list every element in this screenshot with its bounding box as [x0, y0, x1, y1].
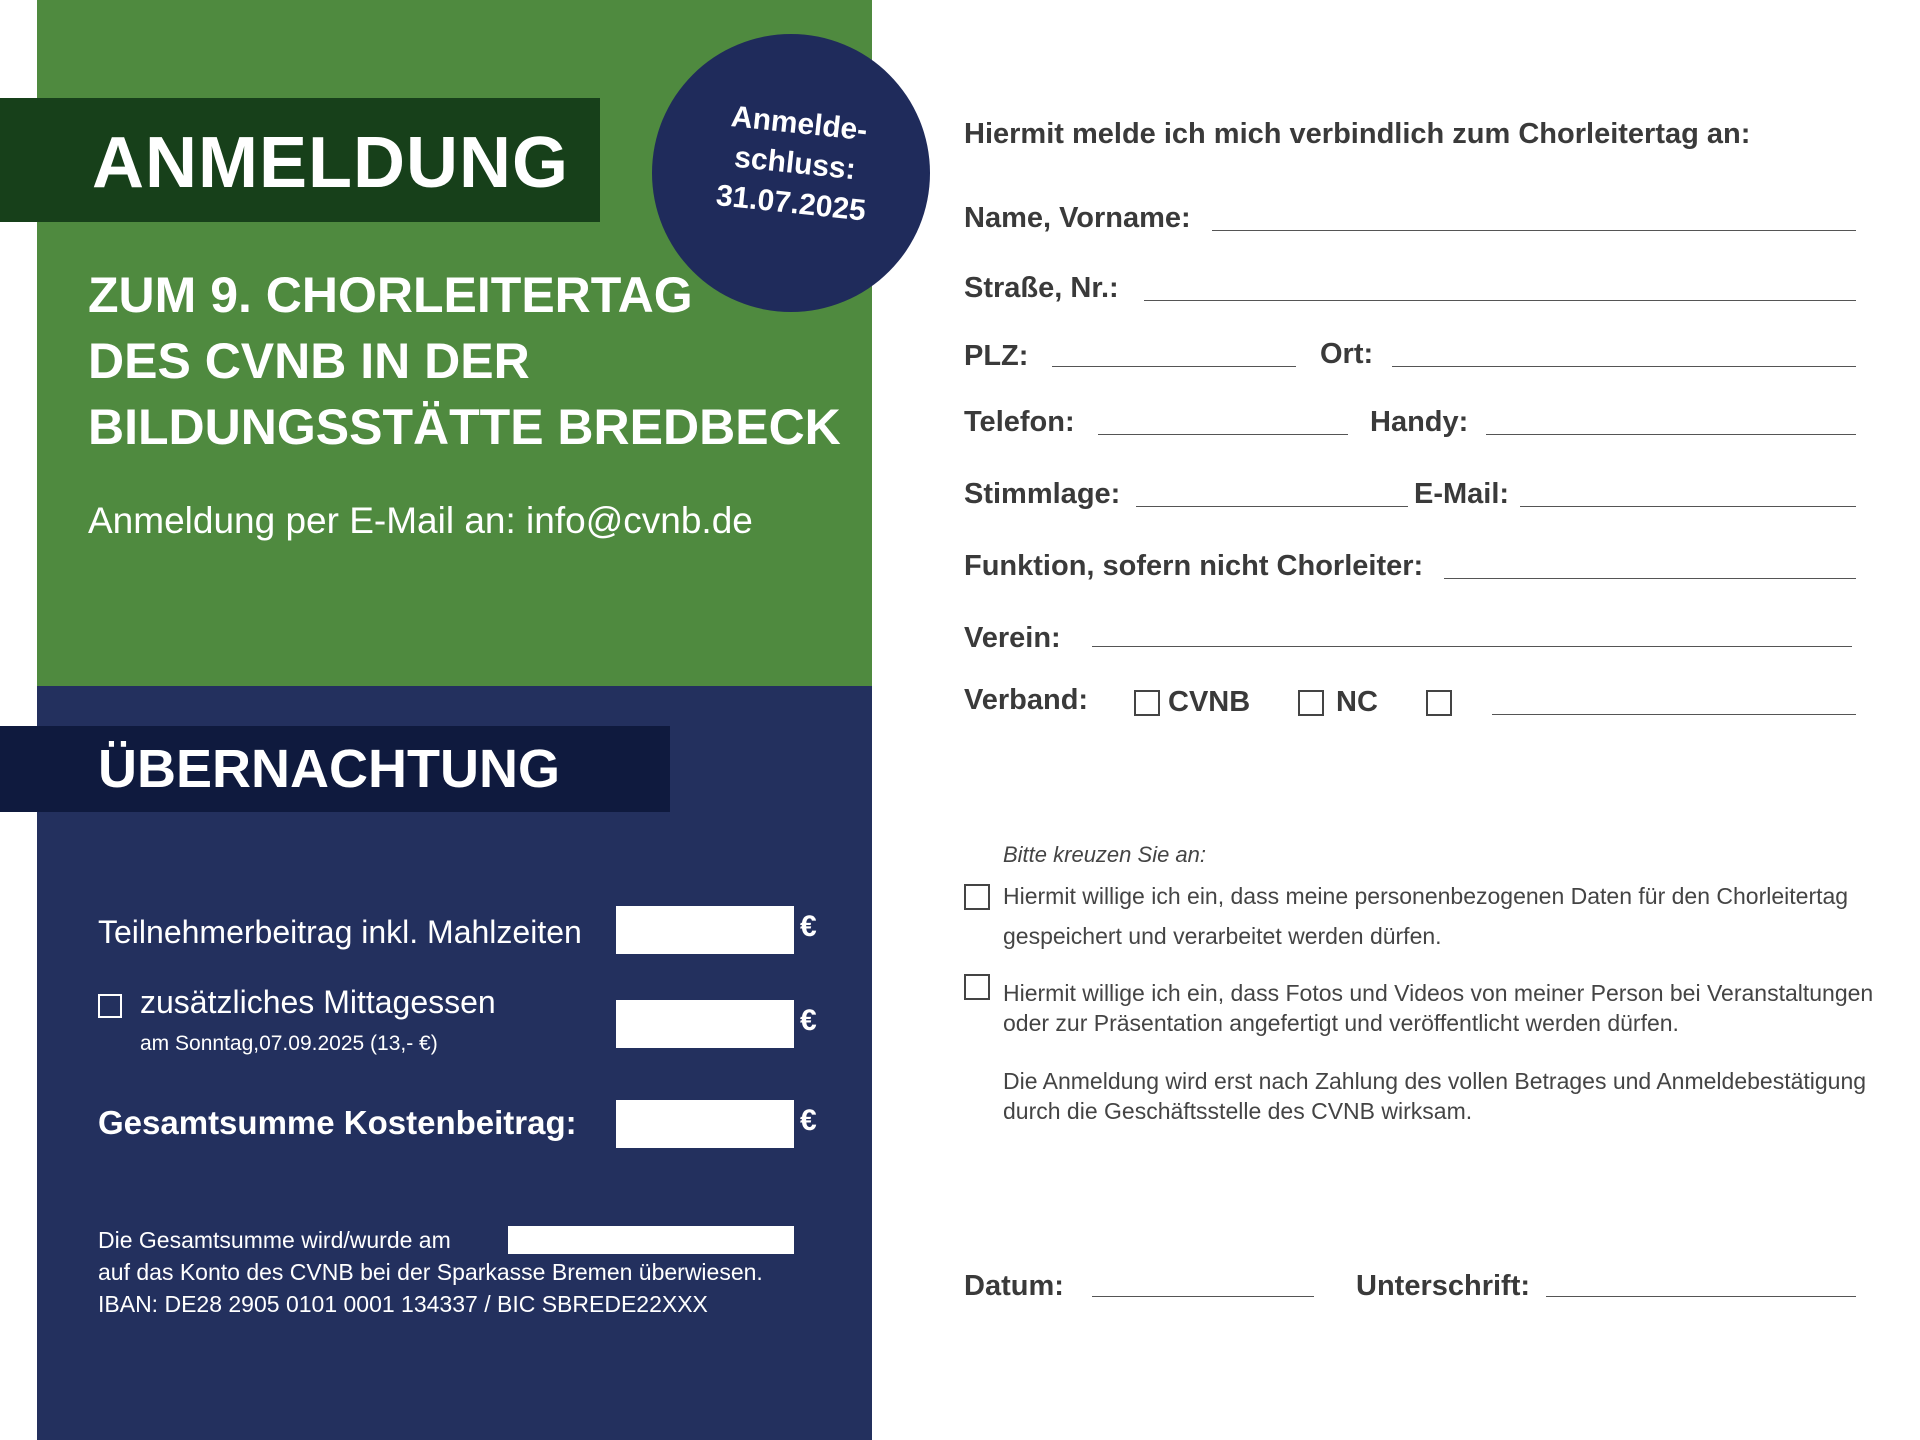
consent-photo-line2: oder zur Präsentation angefertigt und veröffentlicht werden dürfen.: [1003, 1010, 1679, 1036]
currency-symbol: €: [800, 1004, 817, 1037]
phone-field[interactable]: [1098, 434, 1348, 435]
extra-lunch-label: zusätzliches Mittagessen: [140, 984, 496, 1020]
badge-line2: schluss:: [732, 140, 858, 187]
subtitle-line2: DES CVNB IN DER: [88, 333, 530, 389]
validity-note-line1: Die Anmeldung wird erst nach Zahlung des vollen Betrages und Anmeldebestätigung: [1003, 1068, 1867, 1094]
currency-symbol: €: [800, 1104, 817, 1137]
badge-line1: Anmelde-: [729, 100, 869, 148]
subtitle-line3: BILDUNGSSTÄTTE BREDBECK: [88, 399, 841, 455]
email-label: E-Mail:: [1414, 478, 1510, 510]
club-field[interactable]: [1092, 646, 1852, 647]
email-instruction: Anmeldung per E-Mail an: info@cvnb.de: [88, 500, 753, 541]
overnight-heading: ÜBERNACHTUNG: [98, 739, 560, 799]
payment-bank-details: IBAN: DE28 2905 0101 0001 134337 / BIC SBREDE22XXX: [98, 1291, 708, 1317]
deadline-badge-text: [694, 94, 896, 233]
form-intro: Hiermit melde ich mich verbindlich zum Chorleitertag an:: [964, 118, 1751, 150]
consent-data-line2: gespeichert und verarbeitet werden dürfen.: [1003, 923, 1442, 949]
city-field[interactable]: [1392, 366, 1856, 367]
association-option-nc: NC: [1336, 686, 1378, 718]
mobile-field[interactable]: [1486, 434, 1856, 435]
event-subtitle: [88, 262, 848, 460]
voice-field[interactable]: [1136, 506, 1408, 507]
email-field[interactable]: [1520, 506, 1856, 507]
signature-field[interactable]: [1546, 1296, 1856, 1297]
validity-note-line2: durch die Geschäftsstelle des CVNB wirksam.: [1003, 1098, 1473, 1124]
consent-data-text: [1003, 876, 1883, 956]
street-field[interactable]: [1144, 300, 1856, 301]
mobile-label: Handy:: [1370, 406, 1469, 438]
payment-date-input[interactable]: [508, 1226, 794, 1254]
club-label: Verein:: [964, 622, 1061, 654]
consent-data-line1: Hiermit willige ich ein, dass meine personenbezogenen Daten für den Chorleitertag: [1003, 883, 1849, 909]
association-option-cvnb: CVNB: [1168, 686, 1251, 718]
street-label: Straße, Nr.:: [964, 272, 1119, 304]
validity-note: [1003, 1066, 1883, 1126]
total-fee-input[interactable]: [616, 1100, 794, 1148]
extra-lunch-detail: am Sonntag,07.09.2025 (13,- €): [140, 1032, 438, 1055]
zip-label: PLZ:: [964, 340, 1029, 372]
voice-label: Stimmlage:: [964, 478, 1121, 510]
registration-heading: ANMELDUNG: [92, 123, 569, 203]
function-label: Funktion, sofern nicht Chorleiter:: [964, 550, 1424, 582]
consent-photo-checkbox[interactable]: [964, 974, 990, 1000]
payment-line1: Die Gesamtsumme wird/wurde am: [98, 1227, 451, 1253]
extra-lunch-checkbox[interactable]: [98, 994, 122, 1018]
participant-fee-label: Teilnehmerbeitrag inkl. Mahlzeiten: [98, 914, 582, 950]
association-checkbox-other[interactable]: [1426, 690, 1452, 716]
association-label: Verband:: [964, 684, 1089, 716]
association-checkbox-nc[interactable]: [1298, 690, 1324, 716]
consent-photo-line1: Hiermit willige ich ein, dass Fotos und Videos von meiner Person bei Veranstaltungen: [1003, 980, 1874, 1006]
function-field[interactable]: [1444, 578, 1856, 579]
check-hint: Bitte kreuzen Sie an:: [1003, 842, 1207, 867]
total-fee-label: Gesamtsumme Kostenbeitrag:: [98, 1104, 577, 1141]
payment-line2: auf das Konto des CVNB bei der Sparkasse Bremen überwiesen.: [98, 1259, 763, 1285]
phone-label: Telefon:: [964, 406, 1075, 438]
date-field[interactable]: [1092, 1296, 1314, 1297]
consent-data-checkbox[interactable]: [964, 884, 990, 910]
extra-lunch-input[interactable]: [616, 1000, 794, 1048]
signature-label: Unterschrift:: [1356, 1270, 1531, 1302]
association-checkbox-cvnb[interactable]: [1134, 690, 1160, 716]
consent-photo-text: [1003, 978, 1883, 1038]
name-field[interactable]: [1212, 230, 1856, 231]
subtitle-line1: ZUM 9. CHORLEITERTAG: [88, 267, 693, 323]
date-label: Datum:: [964, 1270, 1064, 1302]
city-label: Ort:: [1320, 338, 1374, 370]
badge-date: 31.07.2025: [714, 179, 868, 228]
zip-field[interactable]: [1052, 366, 1296, 367]
currency-symbol: €: [800, 910, 817, 943]
association-other-field[interactable]: [1492, 714, 1856, 715]
name-label: Name, Vorname:: [964, 202, 1191, 234]
participant-fee-input[interactable]: [616, 906, 794, 954]
